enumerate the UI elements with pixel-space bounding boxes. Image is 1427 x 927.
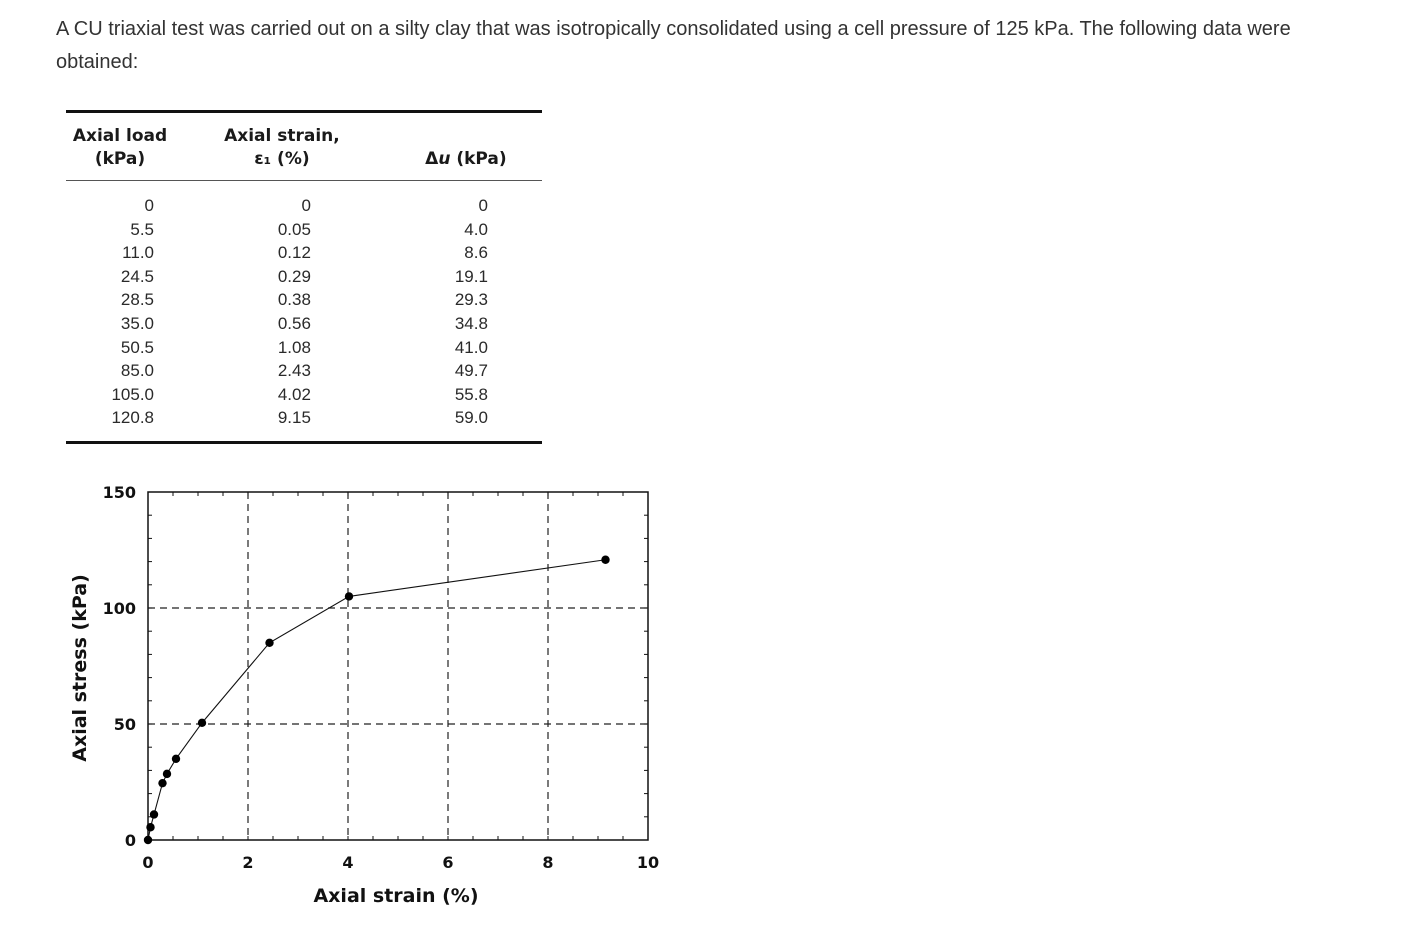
header-axial-load: Axial load (kPa): [72, 126, 168, 169]
x-tick-label: 4: [342, 853, 354, 872]
cell-axial-load: 50.5: [120, 337, 154, 357]
header-pore-pressure: Δu (kPa): [425, 149, 507, 169]
table-row: [66, 336, 542, 360]
triaxial-data-table: [66, 110, 542, 444]
table-body: [66, 181, 542, 443]
delta-symbol: Δ: [425, 149, 439, 169]
chart-grid: [148, 492, 648, 840]
x-tick-label: 0: [142, 853, 154, 872]
y-tick-label: 0: [124, 831, 136, 850]
cell-axial-strain: 0.05: [277, 219, 311, 239]
cell-pore-pressure: 19.1: [454, 266, 488, 286]
x-tick-label: 2: [242, 853, 254, 872]
stress-strain-chart: [56, 470, 696, 920]
cell-axial-load: 105.0: [111, 384, 154, 404]
data-point: [144, 836, 152, 844]
cell-axial-load: 120.8: [111, 408, 154, 428]
cell-pore-pressure: 4.0: [464, 219, 488, 239]
x-tick-label: 6: [442, 853, 454, 872]
table-row: [66, 383, 542, 407]
table-row: [66, 265, 542, 289]
cell-axial-load: 35.0: [120, 313, 154, 333]
cell-pore-pressure: 41.0: [454, 337, 488, 357]
x-tick-label: 10: [636, 853, 660, 872]
x-tick-label: 8: [542, 853, 554, 872]
problem-statement: A CU triaxial test was carried out on a silty clay that was isotropically consolidated using a cell pressure of 125 kPa. The following data were obtained:: [56, 18, 1291, 73]
plot-frame: [148, 492, 648, 840]
table-row: [66, 406, 542, 442]
cell-axial-load: 0: [144, 196, 154, 215]
table-row: [66, 288, 542, 312]
cell-pore-pressure: 34.8: [454, 313, 488, 333]
chart-series-line: [148, 560, 606, 840]
cell-axial-strain: 0.56: [277, 313, 311, 333]
x-axis-title: Axial strain (%): [313, 885, 479, 907]
data-point: [150, 810, 158, 818]
table-row: [66, 218, 542, 242]
table-row: [66, 181, 542, 218]
data-point: [146, 823, 154, 831]
table-row: [66, 241, 542, 265]
table-row: [66, 359, 542, 383]
cell-pore-pressure: 59.0: [454, 408, 488, 428]
cell-axial-load: 5.5: [130, 219, 154, 239]
data-point: [198, 719, 206, 727]
cell-axial-strain: 0.12: [277, 243, 311, 263]
data-point: [265, 639, 273, 647]
cell-axial-strain: 0.29: [277, 266, 311, 286]
data-point: [163, 770, 171, 778]
y-tick-label: 150: [102, 483, 136, 502]
cell-axial-load: 11.0: [122, 243, 154, 263]
cell-axial-load: 24.5: [120, 266, 154, 286]
cell-pore-pressure: 8.6: [464, 243, 488, 263]
chart-frame: [148, 492, 648, 840]
data-point: [601, 556, 609, 564]
cell-axial-strain: 0.38: [277, 290, 311, 310]
epsilon-symbol: ε₁: [254, 149, 272, 169]
data-point: [158, 779, 166, 787]
data-point: [345, 592, 353, 600]
cell-pore-pressure: 0: [478, 196, 488, 215]
y-tick-label: 100: [102, 599, 136, 618]
cell-pore-pressure: 29.3: [454, 290, 488, 310]
table-row: [66, 312, 542, 336]
cell-axial-strain: 2.43: [277, 361, 311, 381]
series-line: [148, 560, 606, 840]
cell-axial-strain: 4.02: [277, 384, 311, 404]
cell-pore-pressure: 49.7: [454, 361, 488, 381]
cell-axial-load: 28.5: [120, 290, 154, 310]
cell-axial-strain: 1.08: [277, 337, 311, 357]
cell-pore-pressure: 55.8: [454, 384, 488, 404]
y-axis-title: Axial stress (kPa): [69, 574, 91, 762]
chart-ticks: [103, 483, 660, 872]
data-point: [172, 755, 180, 763]
header-axial-strain: Axial strain, ε₁ (%): [224, 126, 340, 169]
table-header-row: [66, 112, 542, 181]
cell-axial-strain: 9.15: [277, 408, 311, 428]
cell-axial-strain: 0: [301, 196, 311, 215]
y-tick-label: 50: [113, 715, 136, 734]
cell-axial-load: 85.0: [120, 361, 154, 381]
chart-data-points: [144, 556, 610, 845]
